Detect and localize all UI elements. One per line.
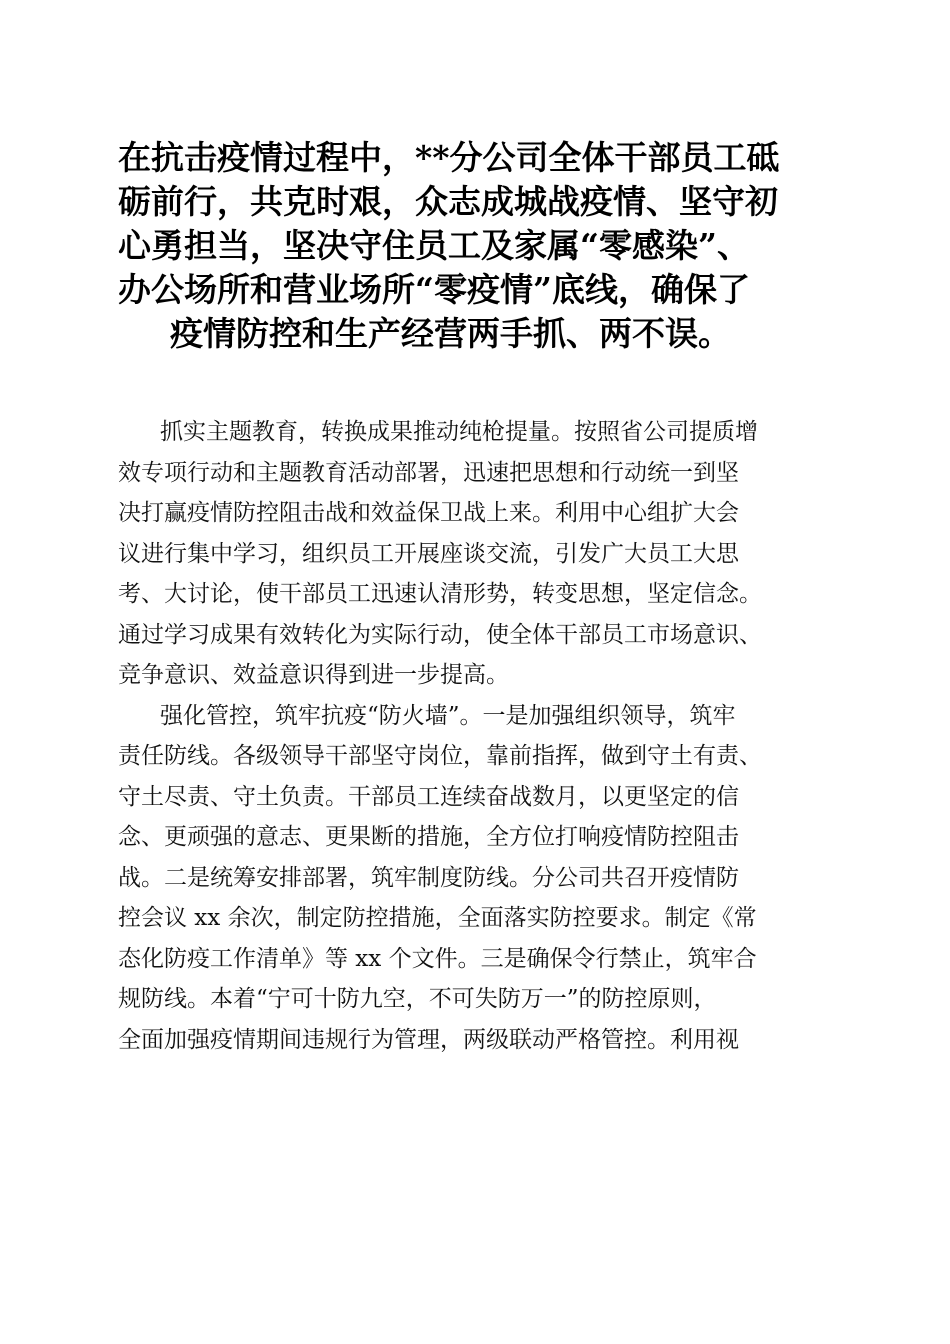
paragraph-line: 责任防线。各级领导干部坚守岗位，靠前指挥，做到守土有责、	[118, 743, 762, 769]
paragraph-line: 通过学习成果有效转化为实际行动，使全体干部员工市场意识、	[118, 621, 762, 648]
paragraph-line: 全面加强疫情期间违规行为管理，两级联动严格管控。利用视	[118, 1026, 739, 1053]
document-heading	[118, 136, 832, 356]
paragraph-line: 考、大讨论，使干部员工迅速认清形势，转变思想，坚定信念。	[118, 581, 762, 607]
paragraph-line: 效专项行动和主题教育活动部署，迅速把思想和行动统一到坚	[118, 459, 739, 486]
paragraph-line: 态化防疫工作清单》等 xx 个文件。三是确保令行禁止，筑牢合	[118, 945, 757, 972]
paragraph-control-firewall	[118, 696, 832, 1061]
paragraph-line: 规防线。本着“宁可十防九空，不可失防万一”的防控原则，	[118, 986, 717, 1012]
paragraph-line: 议进行集中学习，组织员工开展座谈交流，引发广大员工大思	[118, 540, 739, 567]
document-body	[118, 412, 832, 1060]
paragraph-line: 决打赢疫情防控阻击战和效益保卫战上来。利用中心组扩大会	[118, 500, 739, 526]
heading-line: 办公场所和营业场所“零疫情”底线，确保了	[118, 270, 750, 309]
paragraph-line: 守土尽责、守土负责。干部员工连续奋战数月，以更坚定的信	[118, 783, 739, 810]
paragraph-line: 念、更顽强的意志、更果断的措施，全方位打响疫情防控阻击	[118, 824, 739, 850]
heading-line: 疫情防控和生产经营两手抓、两不误。	[170, 314, 731, 353]
paragraph-theme-education	[118, 412, 832, 696]
paragraph-line: 战。二是统筹安排部署，筑牢制度防线。分公司共召开疫情防	[118, 864, 739, 891]
heading-line: 心勇担当，坚决守住员工及家属“零感染”、	[118, 226, 750, 265]
paragraph-line: 竞争意识、效益意识得到进一步提高。	[118, 662, 509, 688]
paragraph-line: 抓实主题教育，转换成果推动纯枪提量。按照省公司提质增	[160, 419, 758, 445]
paragraph-line: 强化管控，筑牢抗疫“防火墙”。一是加强组织领导，筑牢	[160, 702, 736, 729]
heading-line: 在抗击疫情过程中，**分公司全体干部员工砥	[118, 138, 780, 177]
paragraph-line: 控会议 xx 余次，制定防控措施，全面落实防控要求。制定《常	[118, 905, 757, 931]
heading-line: 砺前行，共克时艰，众志成城战疫情、坚守初	[118, 182, 778, 221]
